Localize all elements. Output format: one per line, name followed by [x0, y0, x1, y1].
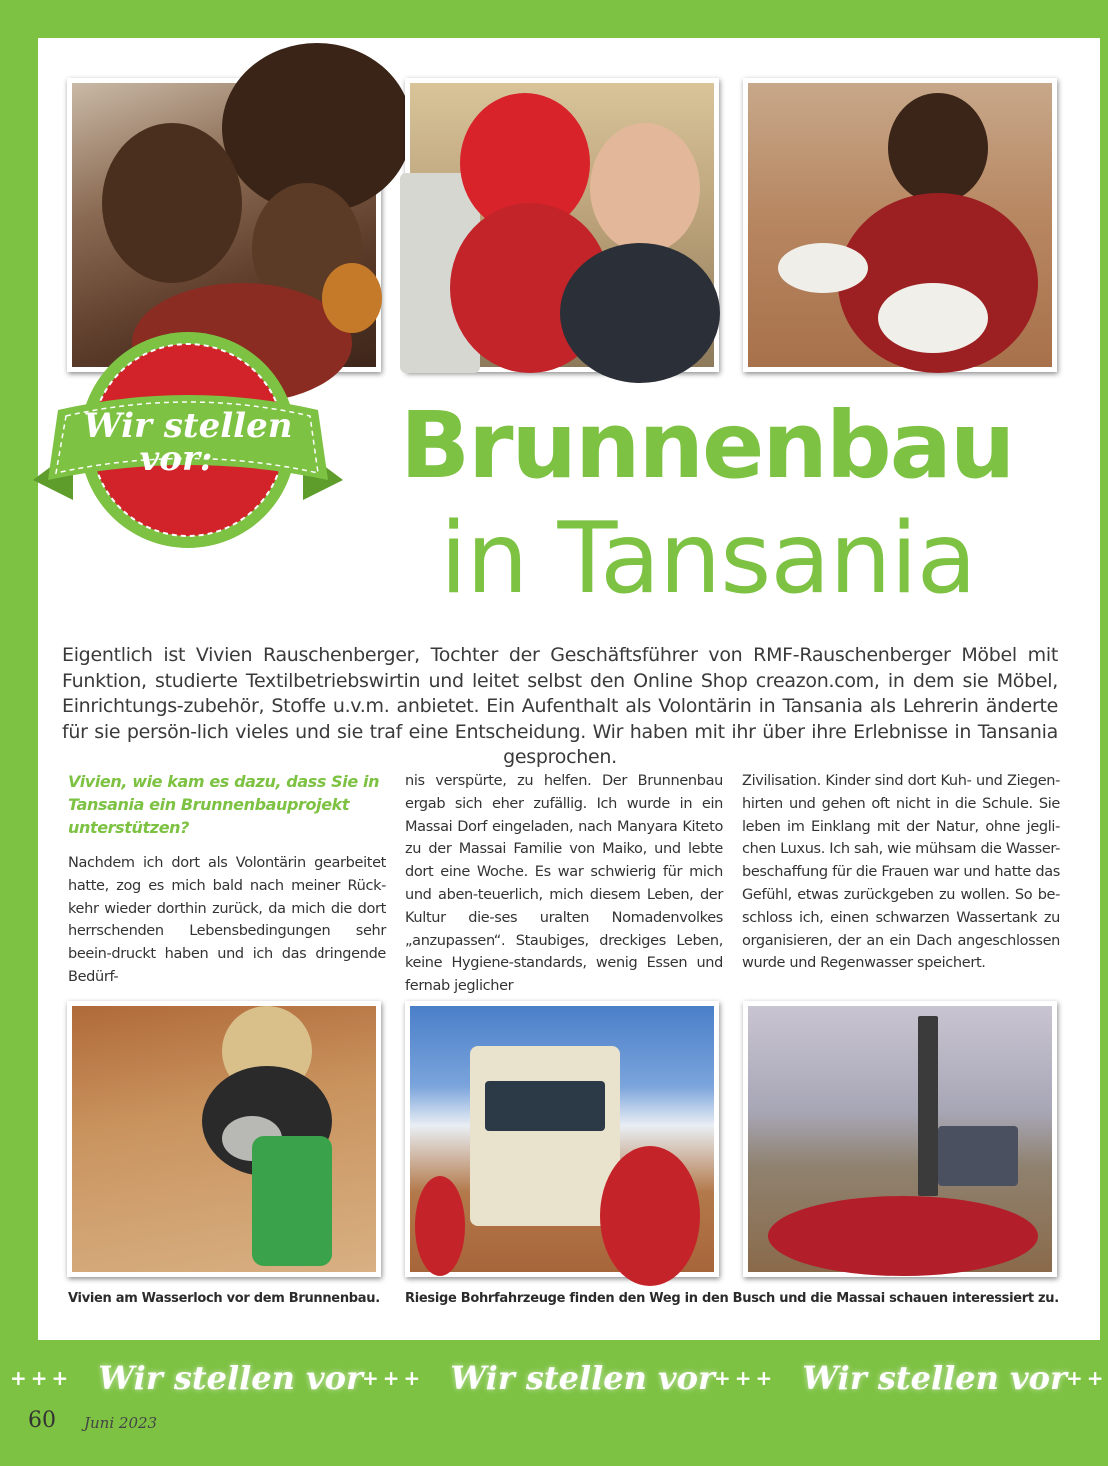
footer-plus-signs: ++	[1066, 1366, 1108, 1390]
interview-question: Vivien, wie kam es dazu, dass Sie in Tansania ein Brunnenbauprojekt unterstützen?	[68, 772, 380, 837]
headline-sub: in Tansania	[440, 502, 976, 616]
footer-strip	[0, 1352, 1108, 1404]
photo-boy-with-bottle	[743, 78, 1057, 372]
footer-plus-signs: +++	[362, 1366, 425, 1390]
footer-plus-signs: +++	[10, 1366, 73, 1390]
photo-massai-watching-drill-rig	[743, 1001, 1057, 1277]
wir-stellen-vor-badge	[28, 330, 348, 560]
photo-drilling-truck	[405, 1001, 719, 1277]
page-number: 60	[28, 1408, 56, 1433]
photo-vivien-at-waterhole	[67, 1001, 381, 1277]
badge-line-2: vor:	[139, 439, 213, 479]
footer-item	[362, 1352, 715, 1404]
intro-paragraph: Eigentlich ist Vivien Rauschenberger, Tochter der Geschäftsführer von RMF-Rauschenberger Möbel mit Funktion, studierte Textilbetriebswirtin und leitet selbst den Online Shop creazon.com, in dem sie Möbel, Einrichtungs-zubehör, Stoffe u.v.m. anbietet. Ein Aufenthalt als Volontärin in Tansania als Lehrerin änderte für sie persön-lich vieles und sie traf eine Entscheidung. Wir haben mit ihr über ihre Erlebnisse in Tansania gesprochen.	[62, 644, 1058, 768]
headline-main: Brunnenbau	[400, 392, 1014, 499]
caption-waterhole: Vivien am Wasserloch vor dem Brunnenbau.	[68, 1291, 380, 1306]
footer-text: Wir stellen vor	[98, 1359, 363, 1397]
footer-item	[1066, 1352, 1108, 1404]
column-1-text: Nachdem ich dort als Volontärin gearbeitet hatte, zog es mich bald nach meiner Rück-kehr wieder dorthin zurück, da mich die dort herrschenden Lebensbedingungen sehr beein-druckt haben und ich das dringende Bedürf-	[68, 855, 386, 985]
footer-text: Wir stellen vor	[802, 1359, 1067, 1397]
badge-line-1: Wir stellen	[83, 406, 293, 446]
caption-drilling-trucks: Riesige Bohrfahrzeuge finden den Weg in den Busch und die Massai schauen interessiert zu.	[405, 1291, 1059, 1306]
photo-children-smiling	[67, 78, 381, 372]
footer-item	[714, 1352, 1067, 1404]
article-column-2	[405, 770, 723, 998]
footer-text: Wir stellen vor	[450, 1359, 715, 1397]
issue-date: Juni 2023	[84, 1414, 158, 1432]
footer-plus-signs: +++	[714, 1366, 777, 1390]
column-2-text: nis verspürte, zu helfen. Der Brunnenbau ergab sich eher zufällig. Ich wurde in ein Massai Dorf eingeladen, nach Manyara Kiteto zu der Massai Familie von Maiko, und lebte dort eine Woche. Es war schwierig für mich und aben-teuerlich, mich diesem Leben, der Kultur die-ses uralten Nomadenvolkes „anzupassen“. Staubiges, dreckiges Leben, keine Hygiene-standards, wenig Essen und fernab jeglicher	[405, 773, 723, 995]
article-column-1	[68, 770, 386, 989]
article-column-3	[742, 770, 1060, 975]
photo-vivien-holding-child	[405, 78, 719, 372]
column-3-text: Zivilisation. Kinder sind dort Kuh- und Ziegen-hirten und gehen oft nicht in die Schule. Sie leben im Einklang mit der Natur, ohne jegli-chen Luxus. Ich sah, wie mühsam die Wasser-beschaffung für die Frauen war und hatte das Gefühl, etwas zurückgeben zu wollen. So be-schloss ich, einen schwarzen Wassertank zu organisieren, der an ein Dach angeschlossen wurde und Regenwasser speichert.	[742, 773, 1060, 972]
footer-item	[10, 1352, 363, 1404]
